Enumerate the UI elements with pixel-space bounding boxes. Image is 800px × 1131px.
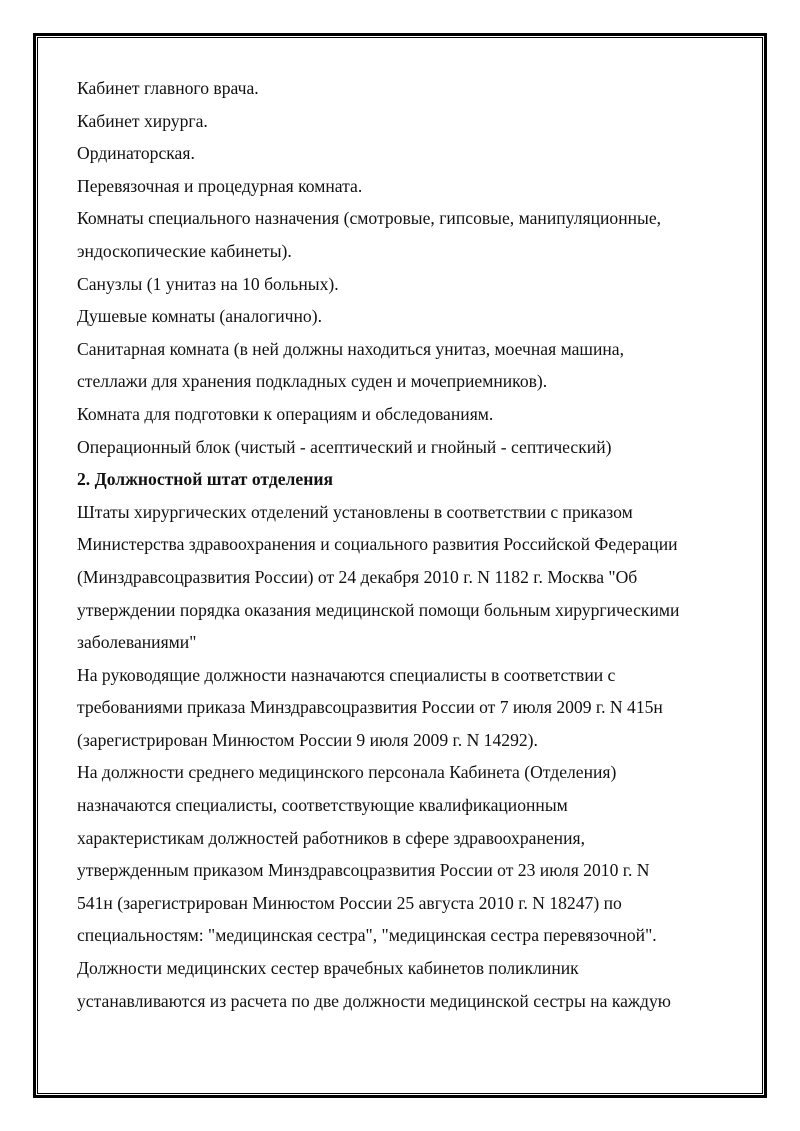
text-line: Кабинет хирурга. [77, 110, 208, 131]
text-line: назначаются специалисты, соответствующие квалификационным [77, 795, 568, 816]
text-line: утверждении порядка оказания медицинской помощи больным хирургическими [77, 599, 680, 620]
text-line: Душевые комнаты (аналогично). [77, 306, 322, 327]
text-line: Министерства здравоохранения и социального развития Российской Федерации [77, 534, 678, 555]
text-line: 541н (зарегистрирован Минюстом России 25 августа 2010 г. N 18247) по [77, 892, 622, 913]
text-line: требованиями приказа Минздравсоцразвития России от 7 июля 2009 г. N 415н [77, 697, 663, 718]
text-line: (зарегистрирован Минюстом России 9 июля 2009 г. N 14292). [77, 729, 538, 750]
text-line: эндоскопические кабинеты). [77, 240, 292, 261]
text-line: Операционный блок (чистый - асептический и гнойный - септический) [77, 436, 612, 457]
text-line: Комната для подготовки к операциям и обследованиям. [77, 403, 494, 424]
text-line: утвержденным приказом Минздравсоцразвития России от 23 июля 2010 г. N [77, 860, 650, 881]
text-line: Кабинет главного врача. [77, 78, 259, 98]
text-line: Санузлы (1 унитаз на 10 больных). [77, 273, 339, 294]
text-line: Санитарная комната (в ней должны находиться унитаз, моечная машина, [77, 338, 625, 359]
text-line: стеллажи для хранения подкладных суден и мочеприемников). [77, 371, 548, 392]
text-line: Перевязочная и процедурная комната. [77, 175, 363, 196]
text-line: специальностям: "медицинская сестра", "медицинская сестра перевязочной". [77, 925, 657, 946]
text-line: Должности медицинских сестер врачебных кабинетов поликлиник [77, 958, 579, 979]
section-heading: 2. Должностной штат отделения [77, 469, 333, 490]
text-line: характеристикам должностей работников в сфере здравоохранения, [77, 827, 585, 848]
text-line: устанавливаются из расчета по две должности медицинской сестры на каждую [77, 990, 671, 1011]
text-line: (Минздравсоцразвития России) от 24 декабря 2010 г. N 1182 г. Москва "Об [77, 566, 638, 587]
text-line: На руководящие должности назначаются специалисты в соответствии с [77, 664, 616, 685]
text-line: На должности среднего медицинского персонала Кабинета (Отделения) [77, 762, 617, 783]
text-line: Штаты хирургических отделений установлены в соответствии с приказом [77, 501, 633, 522]
text-line: Ординаторская. [77, 143, 195, 164]
text-line: Комнаты специального назначения (смотровые, гипсовые, манипуляционные, [77, 208, 662, 229]
document-body [77, 72, 737, 1017]
text-line: заболеваниями" [77, 632, 197, 653]
